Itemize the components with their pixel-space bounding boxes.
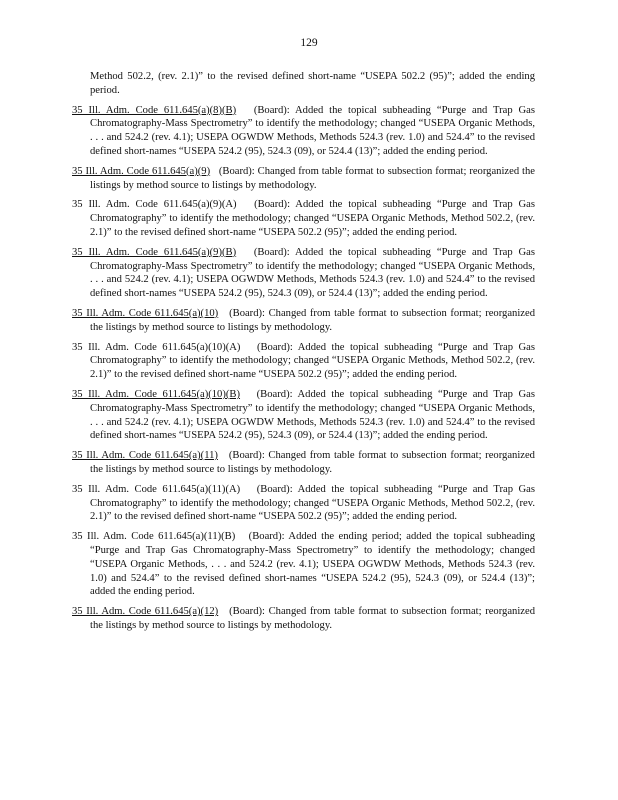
entry-text: (Board): Changed from table format to subsection format; reorganized the listings by method source to listings by methodology. <box>90 606 535 631</box>
amendment-entry <box>72 530 535 599</box>
amendment-entry <box>72 104 535 159</box>
entry-text: (Board): Changed from table format to subsection format; reorganized the listings by method source to listings by methodology. <box>90 307 535 333</box>
entry-text: (Board): Added the topical subheading “Purge and Trap Gas Chromatography” to identify the methodology; changed “USEPA Organic Methods, Method 502.2, (rev. 2.1)” to the revised defined short-name “USEPA 502.2 (95)”; added the ending period. <box>90 199 536 238</box>
entry-text: (Board): Added the topical subheading “Purge and Trap Gas Chromatography-Mass Spectrometry” to identify the methodology; changed “USEPA Organic Methods, . . . and 524.2 (rev. 4.1); USEPA OGWDW Methods, Methods 524.3 (rev. 1.0) and 524.4” to the revised defined short-names “USEPA 524.2 (95), 524.3 (09), or 524.4 (13)”; added the ending period. <box>90 388 536 442</box>
citation: 35 Ill. Adm. Code 611.645(a)(10)(B) <box>72 388 241 400</box>
citation: 35 Ill. Adm. Code 611.645(a)(11)(A) <box>72 483 241 495</box>
citation: 35 Ill. Adm. Code 611.645(a)(10) <box>72 307 219 319</box>
citation: 35 Ill. Adm. Code 611.645(a)(9)(B) <box>72 246 237 258</box>
entry-text: Method 502.2, (rev. 2.1)” to the revised defined short-name “USEPA 502.2 (95)”; added the ending period. <box>90 71 535 96</box>
amendment-entry <box>72 165 535 193</box>
amendment-entry <box>72 483 535 524</box>
amendment-entry <box>72 198 535 239</box>
amendment-entry <box>72 341 535 382</box>
entry-text: (Board): Added the ending period; added the topical subheading “Purge and Trap Gas Chromatography-Mass Spectrometry” to identify the methodology; changed “USEPA Organic Methods, . . . and 524.2 (rev. 4.1); USEPA OGWDW Methods, Methods 524.3 (rev. 1.0) and 524.4” to the revised defined short-names “USEPA 524.2 (95), 524.3 (09), or 524.4 (13)”; added the ending period. <box>90 531 535 598</box>
citation: 35 Ill. Adm. Code 611.645(a)(9) <box>72 165 211 177</box>
entry-text: (Board): Added the topical subheading “Purge and Trap Gas Chromatography-Mass Spectrometry” to identify the methodology; changed “USEPA Organic Methods, . . . and 524.2 (rev. 4.1); USEPA OGWDW Methods, Methods 524.3 (rev. 1.0) and 524.4” to the revised defined short-names “USEPA 524.2 (95), 524.3 (09), or 524.4 (13)”; added the ending period. <box>90 246 535 300</box>
page-number: 129 <box>300 37 318 49</box>
amendment-entry <box>72 605 535 633</box>
entry-text: (Board): Changed from table format to subsection format; reorganized the listings by method source to listings by methodology. <box>90 165 535 191</box>
entry-text: (Board): Added the topical subheading “Purge and Trap Gas Chromatography” to identify the methodology; changed “USEPA Organic Methods, Method 502.2, (rev. 2.1)” to the revised defined short-name “USEPA 502.2 (95)”; added the ending period. <box>90 483 535 523</box>
amendment-entry <box>72 388 535 443</box>
entry-text: (Board): Added the topical subheading “Purge and Trap Gas Chromatography-Mass Spectrometry” to identify the methodology; changed “USEPA Organic Methods, . . . and 524.2 (rev. 4.1); USEPA OGWDW Methods, Methods 524.3 (rev. 1.0) and 524.4” to the revised defined short-names “USEPA 524.2 (95), 524.3 (09), or 524.4 (13)”; added the ending period. <box>90 104 535 157</box>
entry-text: (Board): Changed from table format to subsection format; reorganized the listings by method source to listings by methodology. <box>90 450 535 475</box>
amendment-entry <box>72 70 535 98</box>
amendment-entry <box>72 449 535 477</box>
citation: 35 Ill. Adm. Code 611.645(a)(11)(B) <box>72 531 236 543</box>
citation: 35 Ill. Adm. Code 611.645(a)(10)(A) <box>72 341 241 353</box>
entry-text: (Board): Added the topical subheading “Purge and Trap Gas Chromatography” to identify the methodology; changed “USEPA Organic Methods, Method 502.2, (rev. 2.1)” to the revised defined short-name “USEPA 502.2 (95)”; added the ending period. <box>90 341 535 381</box>
citation: 35 Ill. Adm. Code 611.645(a)(8)(B) <box>72 104 237 116</box>
document-body <box>72 70 535 639</box>
citation: 35 Ill. Adm. Code 611.645(a)(12) <box>72 606 219 618</box>
amendment-entry <box>72 246 535 301</box>
amendment-entry <box>72 307 535 335</box>
citation: 35 Ill. Adm. Code 611.645(a)(9)(A) <box>72 199 237 211</box>
citation: 35 Ill. Adm. Code 611.645(a)(11) <box>72 450 218 462</box>
